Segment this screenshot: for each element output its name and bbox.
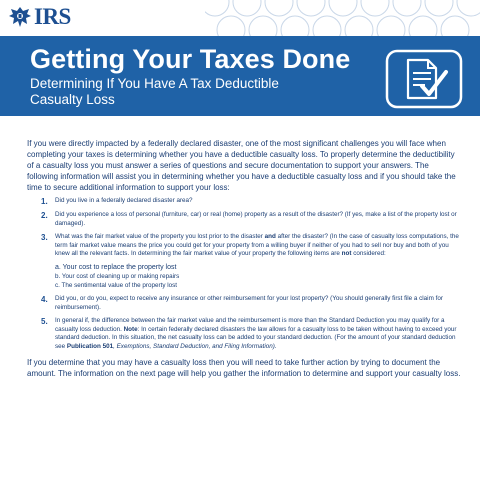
item-number: 5. bbox=[41, 317, 48, 327]
logo-text: IRS bbox=[34, 4, 71, 29]
item-text-part: : In certain federally declared disasters the law allows for a casualty loss to be taken without having to exceed your standard deduction. In this situation, the net casualty loss can be added to your standard deduction. (For the amount of your standard deduction see bbox=[55, 325, 457, 350]
item-text-part: , Exemptions, Standard Deduction, and Filing Information). bbox=[113, 342, 277, 350]
item-text-part: What was the fair market value of the property you lost prior to the disaster bbox=[55, 233, 265, 241]
closing-paragraph: If you determine that you may have a casualty loss then you will need to take further action by trying to document the amount. The information on the next page will help you gather the information to determine and support your casualty loss. bbox=[27, 357, 461, 378]
list-item bbox=[41, 317, 461, 351]
top-bar bbox=[0, 0, 480, 36]
checklist-document-icon bbox=[384, 48, 464, 110]
sub-list-item: c. The sentimental value of the property lost bbox=[55, 281, 178, 289]
list-item bbox=[41, 233, 461, 290]
document-body bbox=[27, 138, 461, 379]
item-number: 3. bbox=[41, 233, 48, 243]
intro-paragraph: If you were directly impacted by a federally declared disaster, one of the most significant challenges you will face when completing your taxes is determining whether you have a deductible casualty loss. To properly determine the deductibility of a casualty loss you must answer a series of questions and secure documentation to support your answers. The following information will assist you in determining whether you have a deductible casualty loss and if you should take the time to secure additional information to support your loss: bbox=[27, 139, 456, 192]
item-emphasis: not bbox=[341, 250, 352, 258]
item-text bbox=[55, 317, 461, 351]
item-emphasis: Note bbox=[123, 325, 138, 333]
decorative-dot-pattern bbox=[205, 0, 480, 36]
item-text bbox=[55, 233, 461, 290]
item-text-part: In general if, the difference between the fair market value and the reimbursement is more than the Standard Deduction you may qualify for a casualty loss deduction. bbox=[55, 317, 445, 333]
item-text: Did you live in a federally declared disaster area? bbox=[55, 197, 193, 204]
item-number: 2. bbox=[41, 211, 48, 220]
page-subtitle: Determining If You Have A Tax Deductible Casualty Loss bbox=[30, 76, 279, 107]
title-banner bbox=[0, 36, 480, 116]
irs-logo bbox=[8, 6, 71, 28]
sub-list-item: a. Your cost to replace the property lost bbox=[55, 263, 177, 271]
publication-reference: Publication 501 bbox=[66, 342, 114, 350]
item-text-part: after the disaster? (In the case of casualty loss computations, the term fair market value means the price you could get for your property from a willing buyer if neither of you had to sell nor buy and both of you knew all the relevant facts. In determining the fair market value of your property the following items are bbox=[55, 233, 459, 258]
list-item bbox=[41, 211, 461, 228]
item-emphasis: and bbox=[264, 233, 276, 241]
sub-list-item: b. Your cost of cleaning up or making repairs bbox=[55, 272, 180, 280]
item-number: 1. bbox=[41, 197, 48, 206]
page-title: Getting Your Taxes Done bbox=[30, 44, 351, 74]
item-number: 4. bbox=[41, 294, 48, 304]
list-item bbox=[41, 197, 461, 206]
item-text-part: considered: bbox=[351, 250, 386, 258]
irs-eagle-icon bbox=[8, 6, 32, 28]
question-list bbox=[27, 197, 461, 352]
list-item bbox=[41, 295, 461, 312]
sub-list bbox=[55, 263, 461, 290]
item-text: Did you, or do you, expect to receive any insurance or other reimbursement for your lost property? (You should generally first file a claim for reimbursement). bbox=[55, 294, 443, 311]
item-text: Did you experience a loss of personal (furniture, car) or real (home) property as a result of the disaster? (If yes, make a list of the property lost or damaged). bbox=[55, 211, 457, 227]
